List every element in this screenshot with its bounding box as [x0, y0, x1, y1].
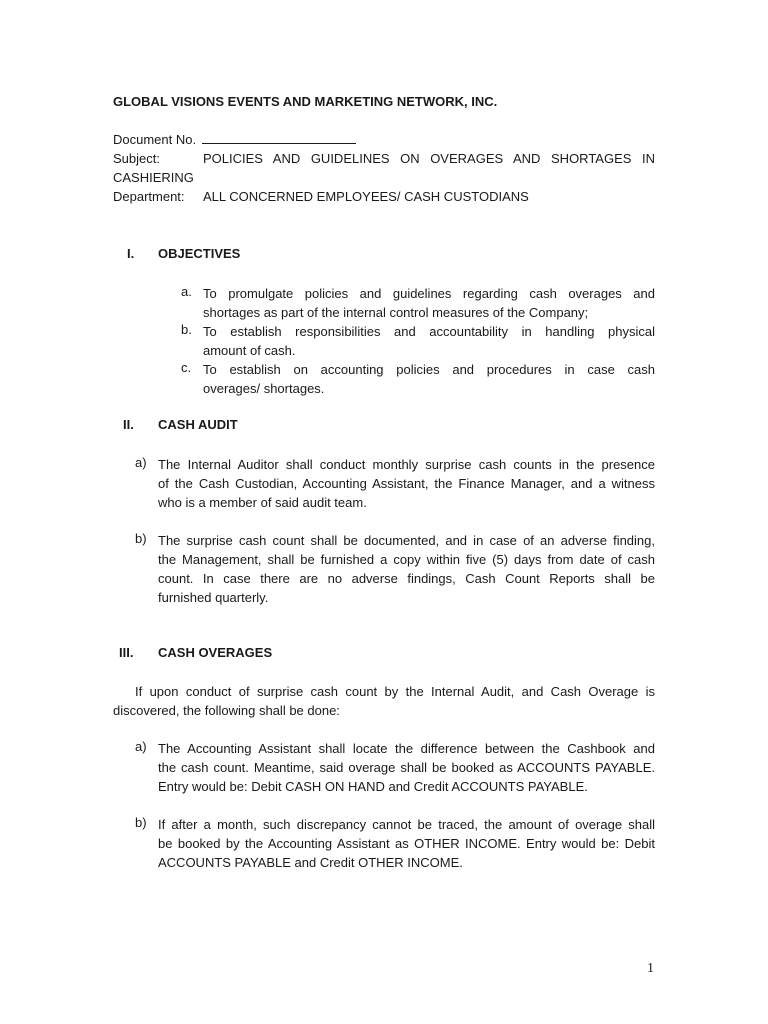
text-line: Entry would be: Debit CASH ON HAND and Credit ACCOUNTS PAYABLE.: [158, 779, 588, 794]
list-item: [203, 322, 655, 360]
list-item: [158, 455, 655, 512]
text-line: To establish on accounting policies and procedures in case cash: [203, 362, 655, 377]
intro-paragraph: [113, 682, 655, 720]
list-marker: a): [135, 739, 147, 754]
text-line: discovered, the following shall be done:: [113, 703, 340, 718]
text-line: the Management, shall be furnished a copy within five (5) days from date of cash: [158, 552, 655, 567]
section-title-cash-audit: CASH AUDIT: [158, 417, 238, 432]
text-line: The surprise cash count shall be documented, and in case of an adverse finding,: [158, 533, 655, 548]
section-title-objectives: OBJECTIVES: [158, 246, 241, 261]
list-item: [158, 531, 655, 607]
subject-value-line2: CASHIERING: [113, 170, 194, 185]
list-marker: a.: [181, 284, 192, 299]
list-item: [158, 815, 655, 872]
document-no-field: [202, 132, 356, 144]
text-line: the cash count. Meantime, said overage shall be booked as ACCOUNTS PAYABLE.: [158, 760, 655, 775]
text-line: count. In case there are no adverse findings, Cash Count Reports shall be: [158, 571, 655, 586]
list-item: [203, 284, 655, 322]
text-line: The Internal Auditor shall conduct monthly surprise cash counts in the presence: [158, 457, 655, 472]
text-line: If after a month, such discrepancy cannot be traced, the amount of overage shall: [158, 817, 655, 832]
list-item: [203, 360, 655, 398]
list-marker: b): [135, 815, 147, 830]
subject-value-line1: POLICIES AND GUIDELINES ON OVERAGES AND SHORTAGES IN: [203, 151, 655, 166]
list-marker: a): [135, 455, 147, 470]
list-marker: b.: [181, 322, 192, 337]
text-line: of the Cash Custodian, Accounting Assistant, the Finance Manager, and a witness: [158, 476, 655, 491]
section-numeral: I.: [127, 246, 135, 261]
subject-label: Subject:: [113, 151, 160, 166]
page-number: 1: [647, 961, 654, 976]
text-line: shortages as part of the internal control measures of the Company;: [203, 305, 589, 320]
text-line: ACCOUNTS PAYABLE and Credit OTHER INCOME.: [158, 855, 463, 870]
list-marker: b): [135, 531, 147, 546]
text-line: who is a member of said audit team.: [158, 495, 367, 510]
section-title-cash-overages: CASH OVERAGES: [158, 645, 273, 660]
text-line: be booked by the Accounting Assistant as OTHER INCOME. Entry would be: Debit: [158, 836, 655, 851]
text-line: furnished quarterly.: [158, 590, 269, 605]
section-numeral: III.: [119, 645, 134, 660]
company-name: GLOBAL VISIONS EVENTS AND MARKETING NETWORK, INC.: [113, 94, 498, 109]
section-numeral: II.: [123, 417, 134, 432]
text-line: overages/ shortages.: [203, 381, 325, 396]
list-marker: c.: [181, 360, 192, 375]
text-line: To promulgate policies and guidelines regarding cash overages and: [203, 286, 655, 301]
text-line: If upon conduct of surprise cash count by the Internal Audit, and Cash Overage is: [135, 684, 655, 699]
document-no-row: [113, 132, 356, 147]
text-line: The Accounting Assistant shall locate the difference between the Cashbook and: [158, 741, 655, 756]
document-no-label: Document No.: [113, 132, 197, 147]
department-value: ALL CONCERNED EMPLOYEES/ CASH CUSTODIANS: [203, 189, 529, 204]
text-line: To establish responsibilities and accountability in handling physical: [203, 324, 655, 339]
text-line: amount of cash.: [203, 343, 296, 358]
list-item: [158, 739, 655, 796]
department-label: Department:: [113, 189, 185, 204]
